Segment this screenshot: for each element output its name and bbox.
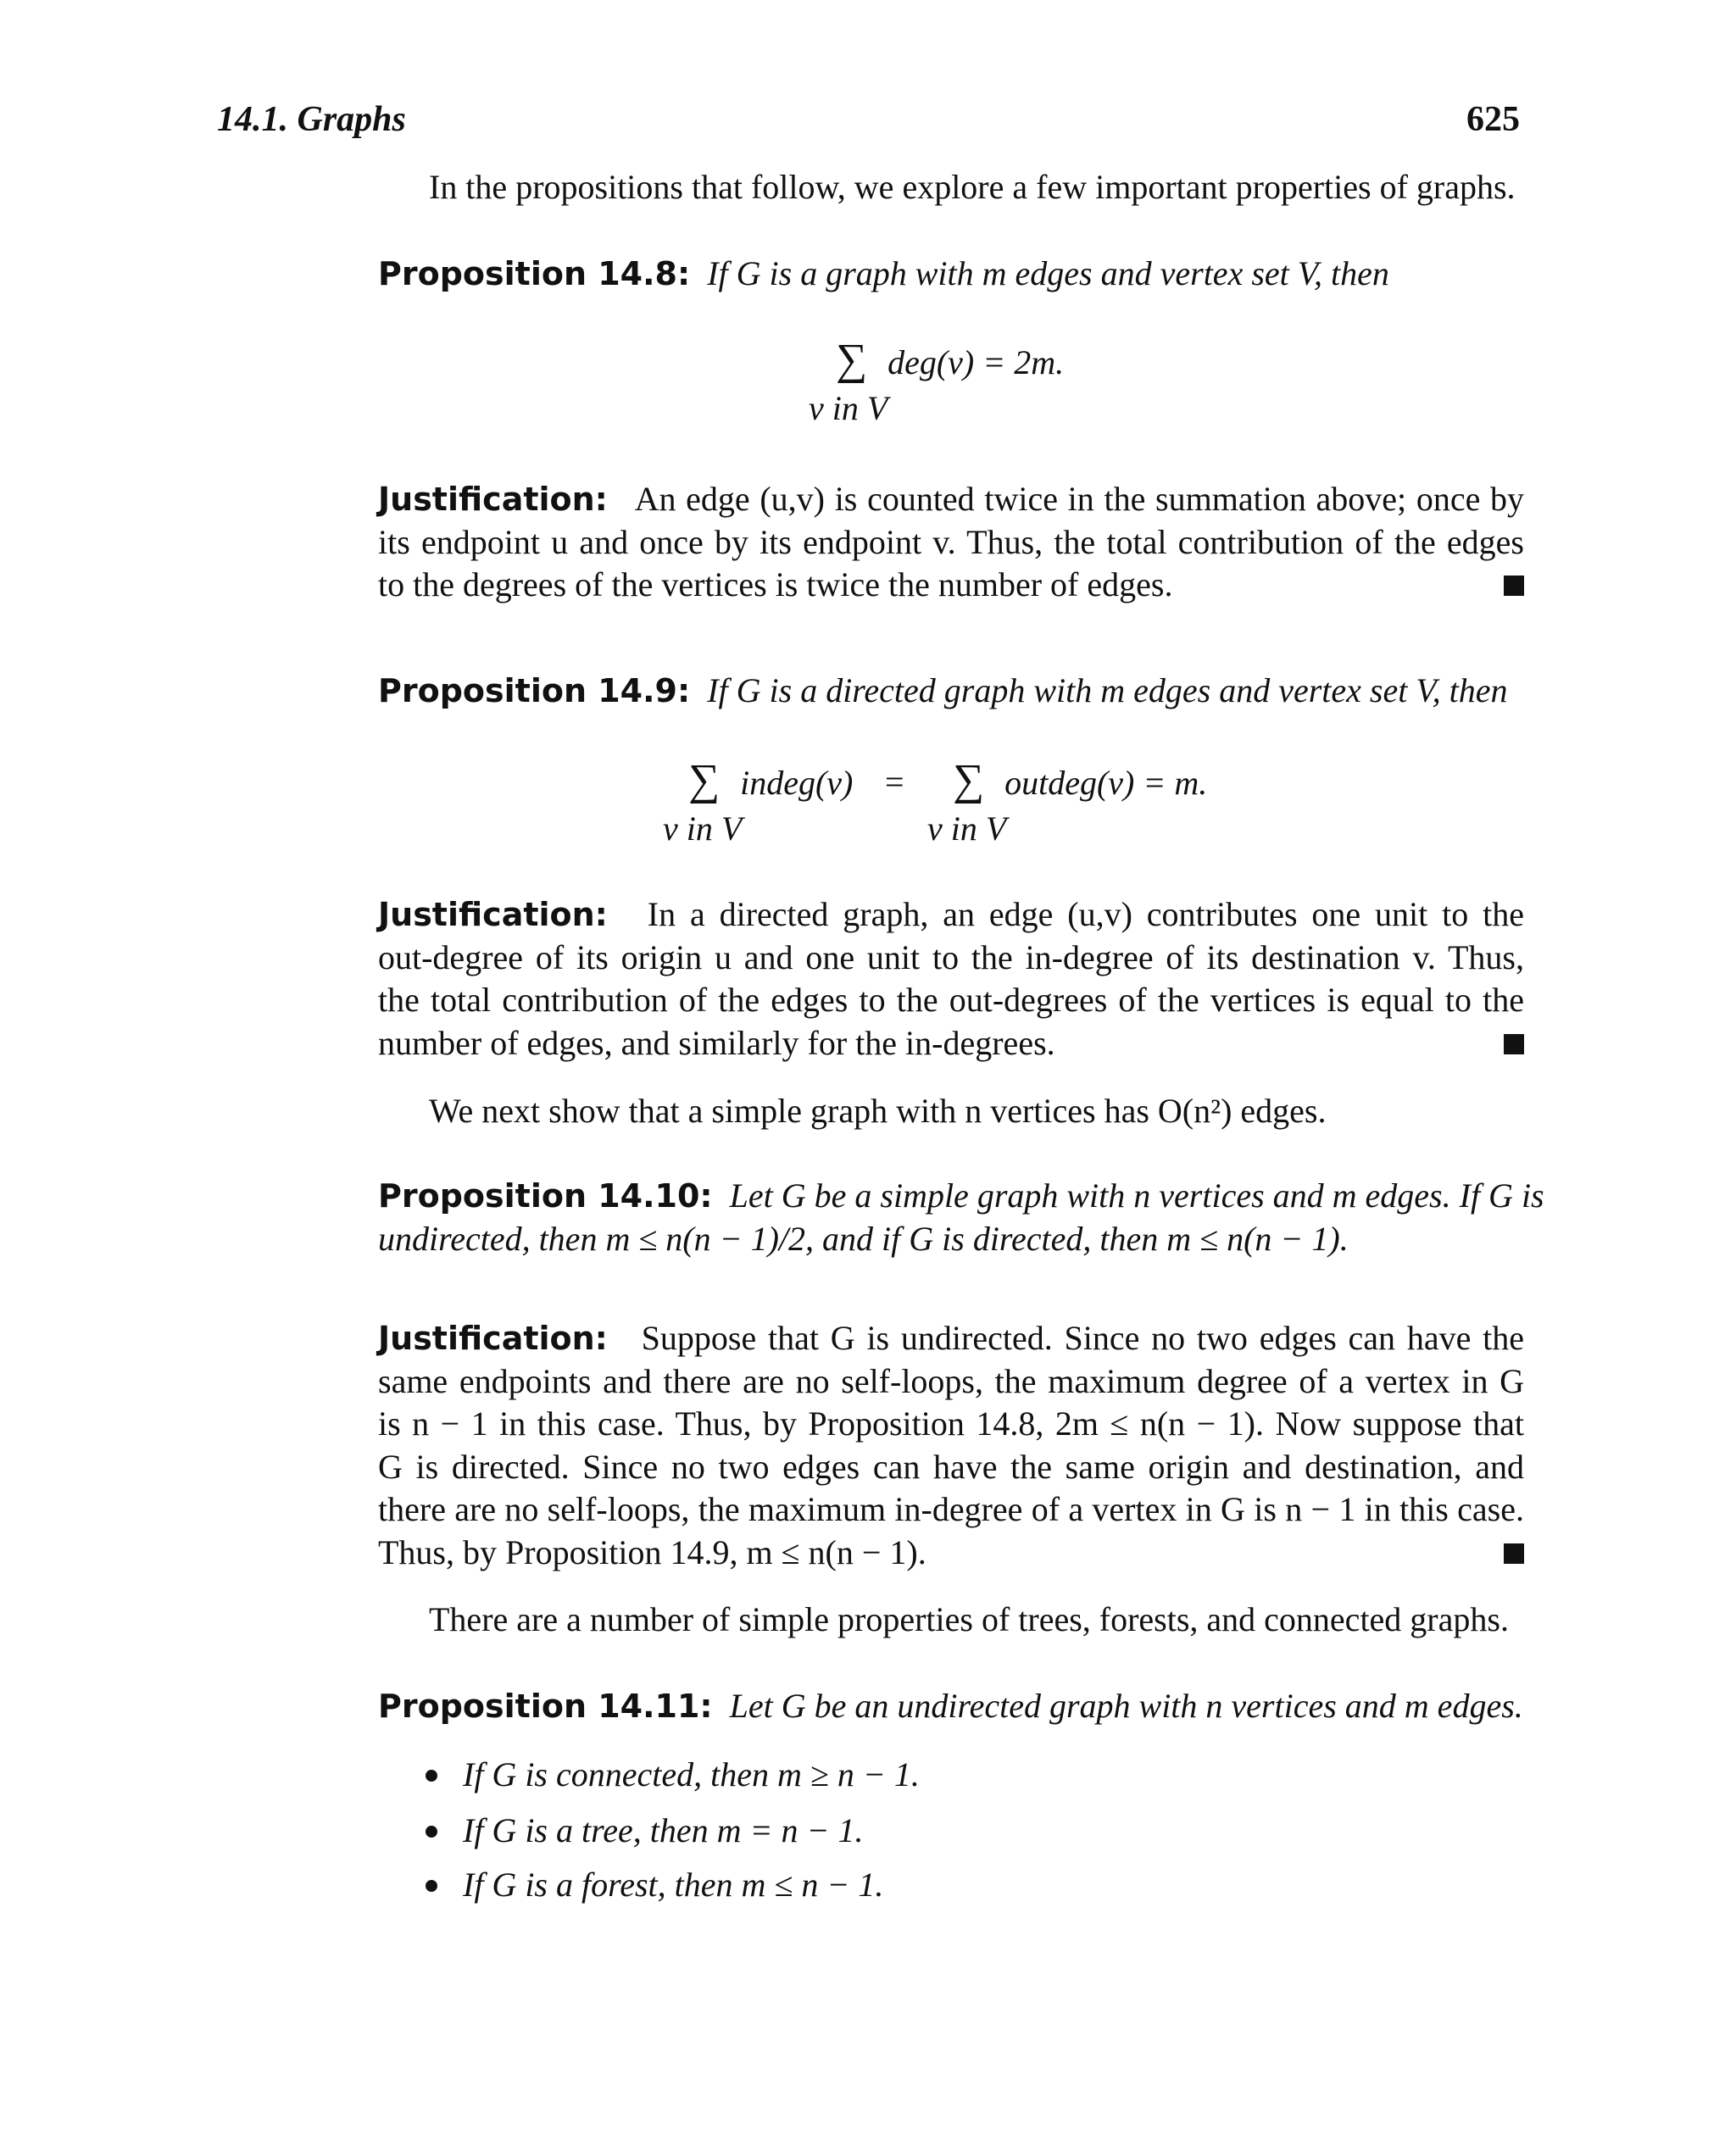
qed-square-icon xyxy=(1504,1543,1524,1564)
formula-sum-deg xyxy=(836,336,1065,384)
list-item xyxy=(429,1755,920,1794)
proposition-statement: If G is a graph with m edges and vertex set V, then xyxy=(707,254,1389,292)
formula-subscript: v in V xyxy=(809,389,888,427)
justification-line: Suppose that G is undirected. Since no two edges can have the xyxy=(641,1319,1524,1357)
justification-line: An edge (u,v) is counted twice in the summation above; once by xyxy=(634,480,1525,518)
proposition-14-9 xyxy=(378,670,1507,712)
list-item-text: If G is a tree, then m = n − 1. xyxy=(463,1811,864,1849)
proposition-label: Proposition 14.10: xyxy=(378,1177,713,1215)
justification-line: the total contribution of the edges to the out-degrees of the vertices is equal to the xyxy=(378,981,1524,1019)
sigma-symbol: ∑ xyxy=(953,756,985,804)
transition-paragraph: There are a number of simple properties of trees, forests, and connected graphs. xyxy=(429,1600,1509,1638)
list-item-text: If G is a forest, then m ≤ n − 1. xyxy=(463,1866,884,1904)
running-header-section: 14.1. Graphs xyxy=(217,100,406,139)
justification-line: same endpoints and there are no self-loops, the maximum degree of a vertex in G xyxy=(378,1361,1524,1400)
proposition-statement-line: undirected, then m ≤ n(n − 1)/2, and if G is directed, then m ≤ n(n − 1). xyxy=(378,1219,1349,1258)
proposition-statement: Let G be an undirected graph with n vertices and m edges. xyxy=(729,1687,1523,1725)
proposition-label: Proposition 14.8: xyxy=(378,255,691,292)
justification-line: Thus, by Proposition 14.9, m ≤ n(n − 1). xyxy=(378,1532,926,1571)
proposition-14-8 xyxy=(378,253,1389,295)
sigma-symbol: ∑ xyxy=(836,336,868,384)
formula-equals: = xyxy=(885,763,904,801)
bullet-icon xyxy=(426,1770,437,1782)
bullet-icon xyxy=(426,1880,437,1892)
formula-sum-indeg xyxy=(688,756,854,804)
proposition-14-11 xyxy=(378,1685,1523,1727)
formula-expression: indeg(v) xyxy=(740,764,854,802)
justification-line: there are no self-loops, the maximum in-degree of a vertex in G is n − 1 in this case. xyxy=(378,1490,1524,1528)
proposition-label: Proposition 14.11: xyxy=(378,1688,713,1725)
formula-subscript: v in V xyxy=(927,809,1007,848)
justification-line: out-degree of its origin u and one unit to the in-degree of its destination v. Thus, xyxy=(378,937,1524,976)
justification-14-10 xyxy=(378,1317,1524,1574)
justification-line: is n − 1 in this case. Thus, by Proposition 14.8, 2m ≤ n(n − 1). Now suppose that xyxy=(378,1404,1524,1443)
justification-label: Justification: xyxy=(378,896,608,933)
proposition-label: Proposition 14.9: xyxy=(378,672,691,709)
proposition-statement: If G is a directed graph with m edges and vertex set V, then xyxy=(707,671,1508,709)
justification-line: to the degrees of the vertices is twice the number of edges. xyxy=(378,565,1173,603)
formula-expression: outdeg(v) = m. xyxy=(1004,764,1208,802)
bullet-icon xyxy=(426,1826,437,1838)
list-item xyxy=(429,1810,863,1850)
justification-line: In a directed graph, an edge (u,v) contributes one unit to the xyxy=(647,895,1525,933)
formula-expression: deg(v) = 2m. xyxy=(887,343,1065,381)
justification-14-8 xyxy=(378,478,1524,607)
proposition-14-10 xyxy=(378,1175,1544,1260)
proposition-statement-line: Let G be a simple graph with n vertices and m edges. If G is xyxy=(729,1176,1544,1215)
qed-square-icon xyxy=(1504,576,1524,596)
qed-square-icon xyxy=(1504,1034,1524,1054)
justification-line: G is directed. Since no two edges can have the same origin and destination, and xyxy=(378,1447,1524,1486)
justification-14-9 xyxy=(378,893,1524,1065)
formula-sum-outdeg xyxy=(953,756,1208,804)
justification-label: Justification: xyxy=(378,481,608,518)
formula-subscript: v in V xyxy=(663,809,743,848)
list-item xyxy=(429,1865,883,1905)
page-number: 625 xyxy=(1466,100,1520,139)
justification-line: number of edges, and similarly for the in-degrees. xyxy=(378,1023,1055,1062)
transition-paragraph: We next show that a simple graph with n vertices has O(n²) edges. xyxy=(429,1092,1327,1130)
sigma-symbol: ∑ xyxy=(688,756,721,804)
justification-label: Justification: xyxy=(378,1320,608,1357)
intro-paragraph: In the propositions that follow, we explore a few important properties of graphs. xyxy=(429,168,1516,206)
justification-line: its endpoint u and once by its endpoint v. Thus, the total contribution of the edges xyxy=(378,522,1524,561)
list-item-text: If G is connected, then m ≥ n − 1. xyxy=(463,1755,920,1793)
